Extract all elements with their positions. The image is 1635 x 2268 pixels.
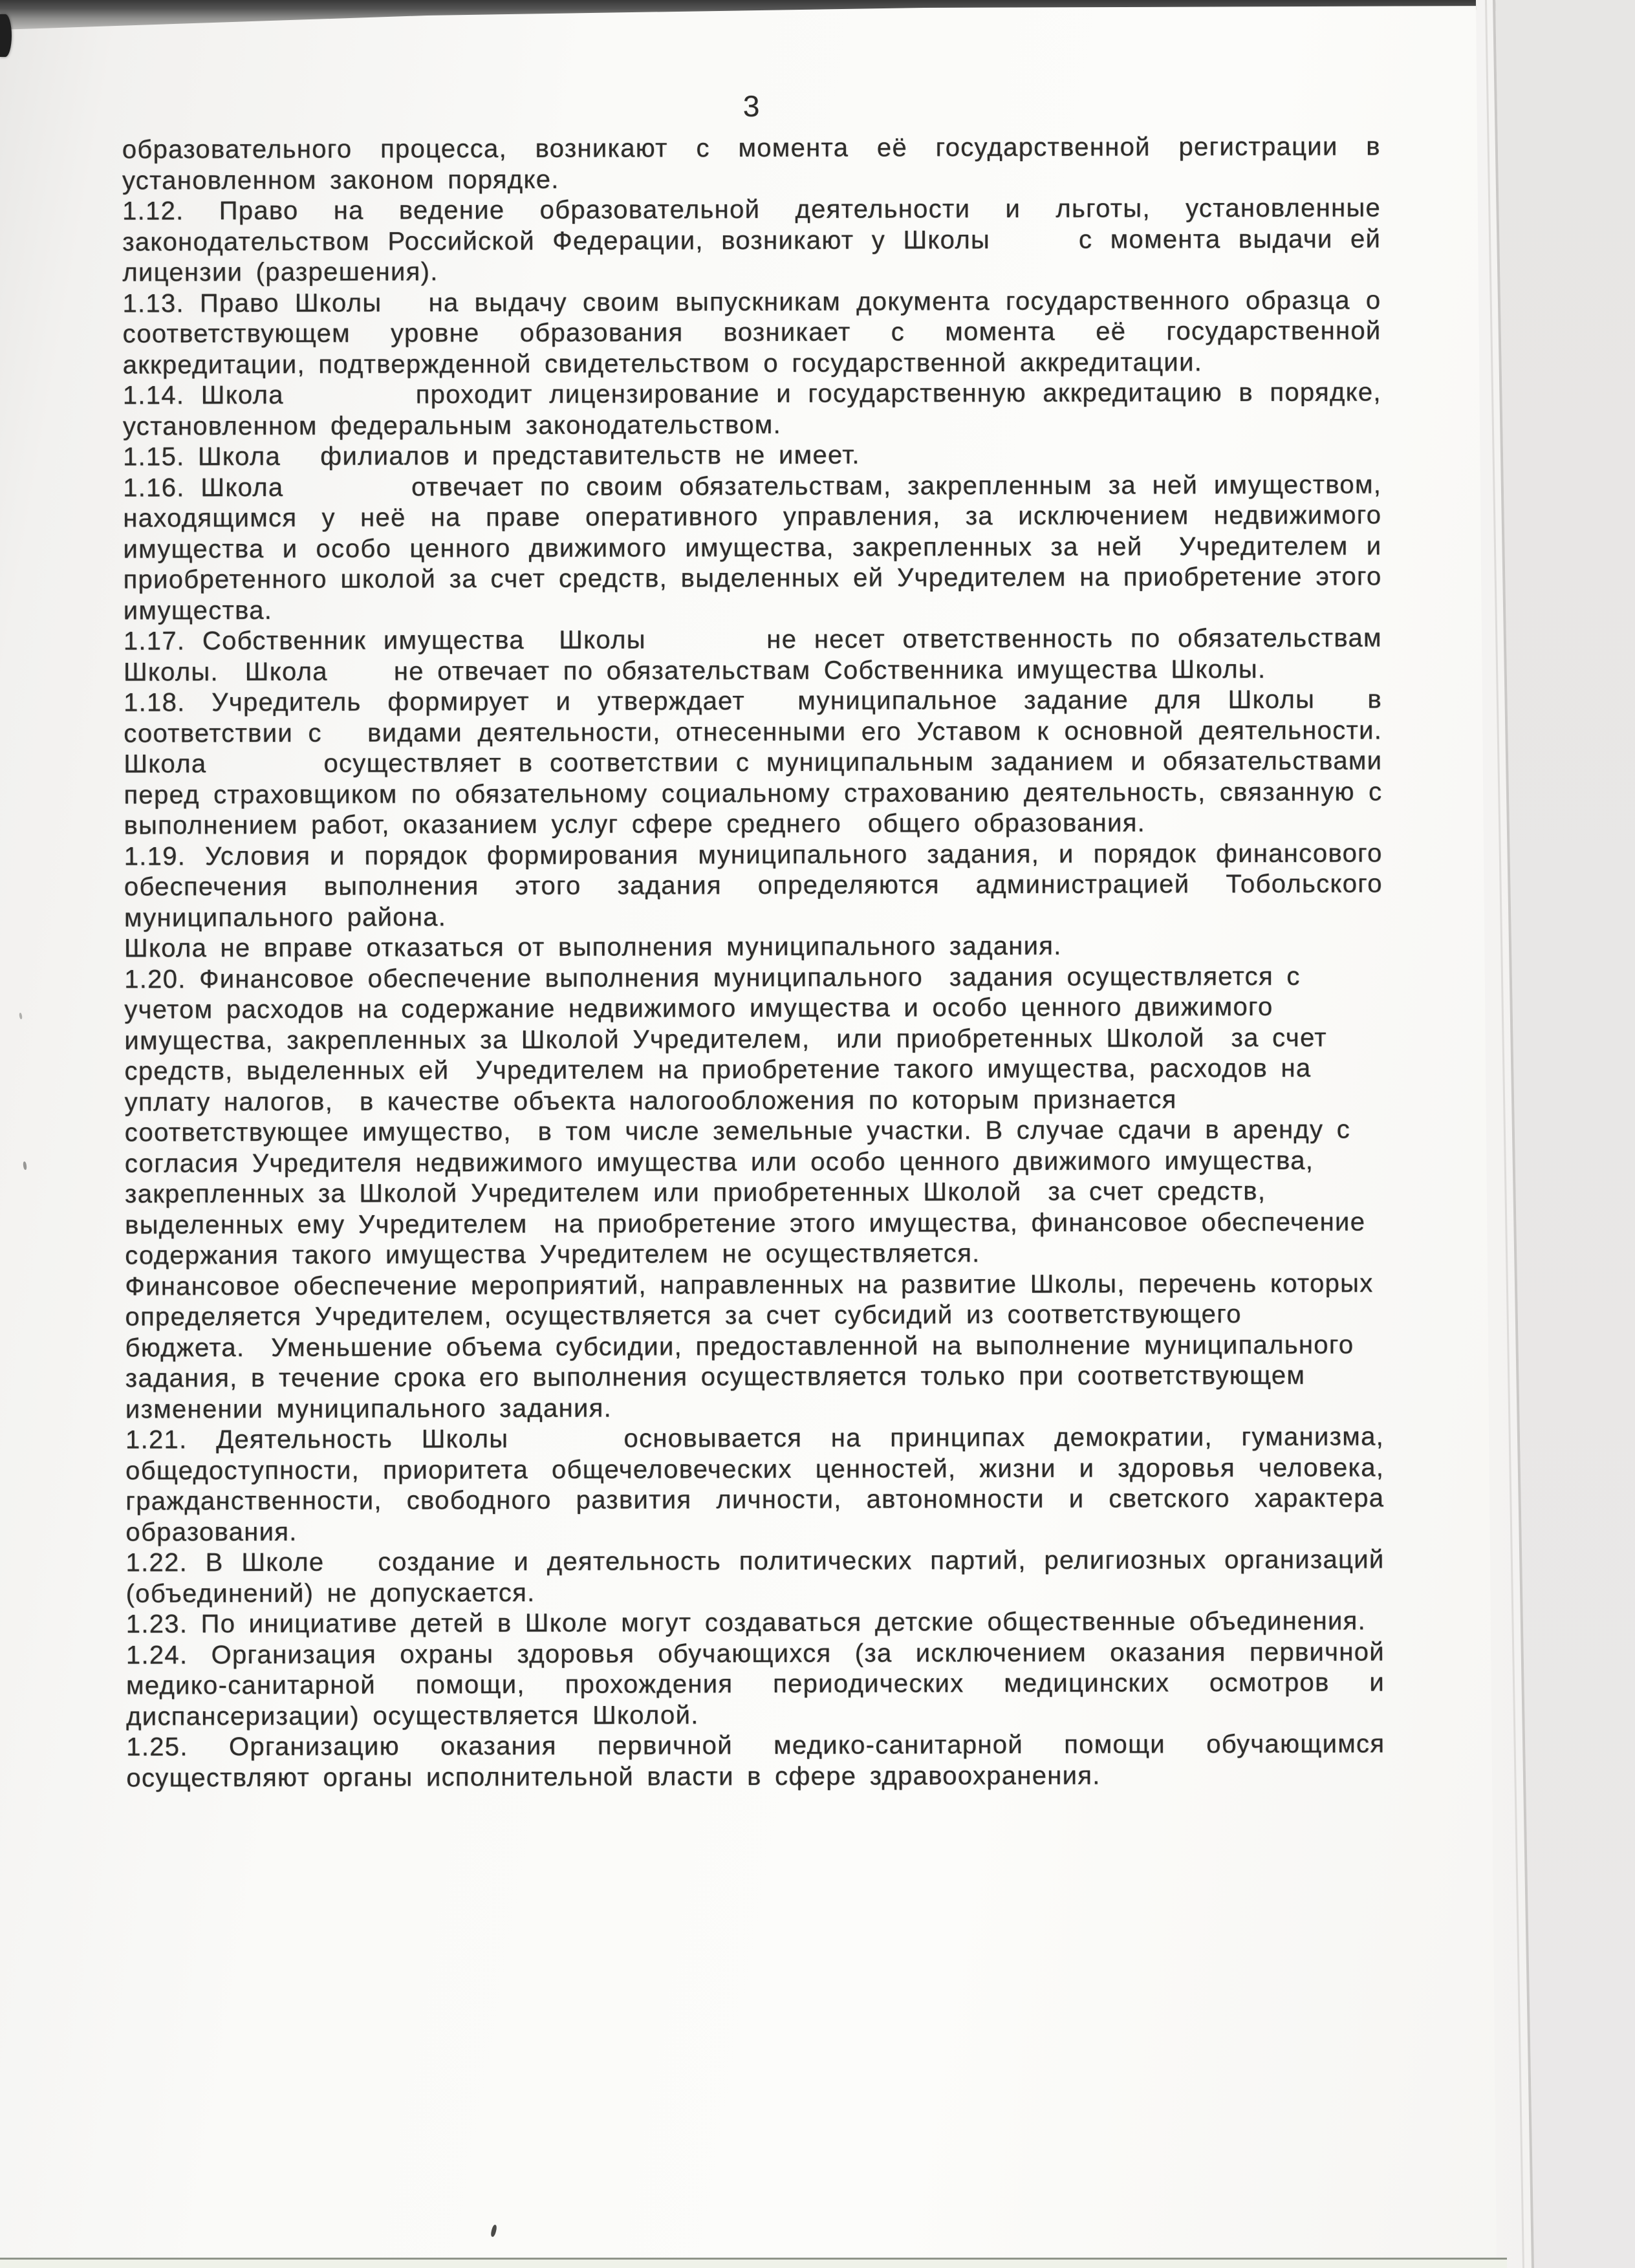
scan-artifact-top-left [0, 14, 12, 57]
paragraph: 1.21. Деятельность Школы основывается на принципах демократии, гуманизма, общедоступности, приоритета общечеловеческих ценностей, жизни и здоровья человека, гражданственности, свободного развития личности, автономности и светского характера образования. [125, 1422, 1385, 1547]
scanner-edge-shadow-top [0, 0, 1499, 30]
paragraph: 1.17. Собственник имущества Школы не несет ответственность по обязательствам Школы. Школа не отвечает по обязательствам Собственника имущества Школы. [123, 623, 1382, 687]
paragraph: Школа не вправе отказаться от выполнения муниципального задания. [124, 931, 1062, 963]
paragraph: 1.22. В Школе создание и деятельность политических партий, религиозных организаций (объединений) не допускается. [125, 1545, 1385, 1608]
paragraph: 1.16. Школа отвечает по своим обязательствам, закрепленным за ней имуществом, находящимся у неё на праве оперативного управления, за исключением недвижимого имущества и особо ценного движимого имущества, закрепленных за ней Учредителем и приобретенного школой за счет средств, выделенных ей Учредителем на приобретение этого имущества. [123, 470, 1382, 625]
paragraph: 1.24. Организация охраны здоровья обучающихся (за исключением оказания первичной медико-санитарной помощи, прохождения периодических медицинских осмотров и диспансеризации) осуществляется Школой. [125, 1637, 1385, 1731]
paragraph: 1.23. По инициативе детей в Школе могут создаваться детские общественные объединения. [125, 1606, 1367, 1639]
paragraph: 1.20. Финансовое обеспечение выполнения муниципального задания осуществляется с учетом расходов на содержание недвижимого имущества и особо ценного движимого имущества, закрепленных за Школой Учредителем, или приобретенных Школой за счет средств, выделенных ей Учредителем на приобретение такого имущества, расходов на уплату налогов, в качестве объекта налогообложения по которым признается соответствующее имущество, в том числе земельные участки. В случае сдачи в аренду с согласия Учредителя недвижимого имущества или особо ценного движимого имущества, закрепленных за Школой Учредителем или приобретенных Школой за счет средств, выделенных ему Учредителем на приобретение этого имущества, финансовое обеспечение содержания такого имущества Учредителем не осуществляется. [124, 962, 1366, 1270]
paragraph: 1.14. Школа проходит лицензирование и государственную аккредитацию в порядке, установленном федеральным законодательством. [122, 378, 1381, 441]
ink-speck [23, 1161, 27, 1171]
paragraph: 1.15. Школа филиалов и представительств не имеет. [122, 440, 860, 471]
document-content [122, 87, 1385, 1793]
paragraph: 1.25. Организацию оказания первичной медико-санитарной помощи обучающимся осуществляют органы исполнительной власти в сфере здравоохранения. [126, 1729, 1385, 1793]
paragraph: образовательного процесса, возникают с момента её государственной регистрации в установленном законом порядке. [122, 132, 1381, 195]
paragraph: 1.13. Право Школы на выдачу своим выпускникам документа государственного образца о соответствующем уровне образования возникает с момента её государственной аккредитации, подтвержденной свидетельством о государственной аккредитации. [122, 285, 1381, 380]
paragraph: Финансовое обеспечение мероприятий, направленных на развитие Школы, перечень которых определяется Учредителем, осуществляется за счет субсидий из соответствующего бюджета. Уменьшение объема субсидии, предоставленной на выполнение муниципального задания, в течение срока его выполнения осуществляется только при соответствующем изменении муниципального задания. [125, 1268, 1374, 1424]
ink-speck [490, 2224, 497, 2237]
paragraph: 1.19. Условия и порядок формирования муниципального задания, и порядок финансового обеспечения выполнения этого задания определяются администрацией Тобольского муниципального района. [124, 838, 1383, 933]
paragraph: 1.12. Право на ведение образовательной деятельности и льготы, установленные законодательством Российской Федерации, возникают у Школы с момента выдачи ей лицензии (разрешения). [122, 193, 1381, 287]
scanner-edge-bottom [0, 2258, 1507, 2268]
page-number: 3 [742, 89, 760, 124]
paragraph: 1.18. Учредитель формирует и утверждает муниципальное задание для Школы в соответствии с видами деятельности, отнесенными его Уставом к основной деятельности. Школа осуществляет в соответствии с муниципальным заданием и обязательствами перед страховщиком по обязательному социальному страхованию деятельность, связанную с выполнением работ, оказанием услуг сфере среднего общего образования. [123, 685, 1383, 840]
document-body [122, 131, 1385, 1793]
ink-speck [19, 1013, 23, 1020]
